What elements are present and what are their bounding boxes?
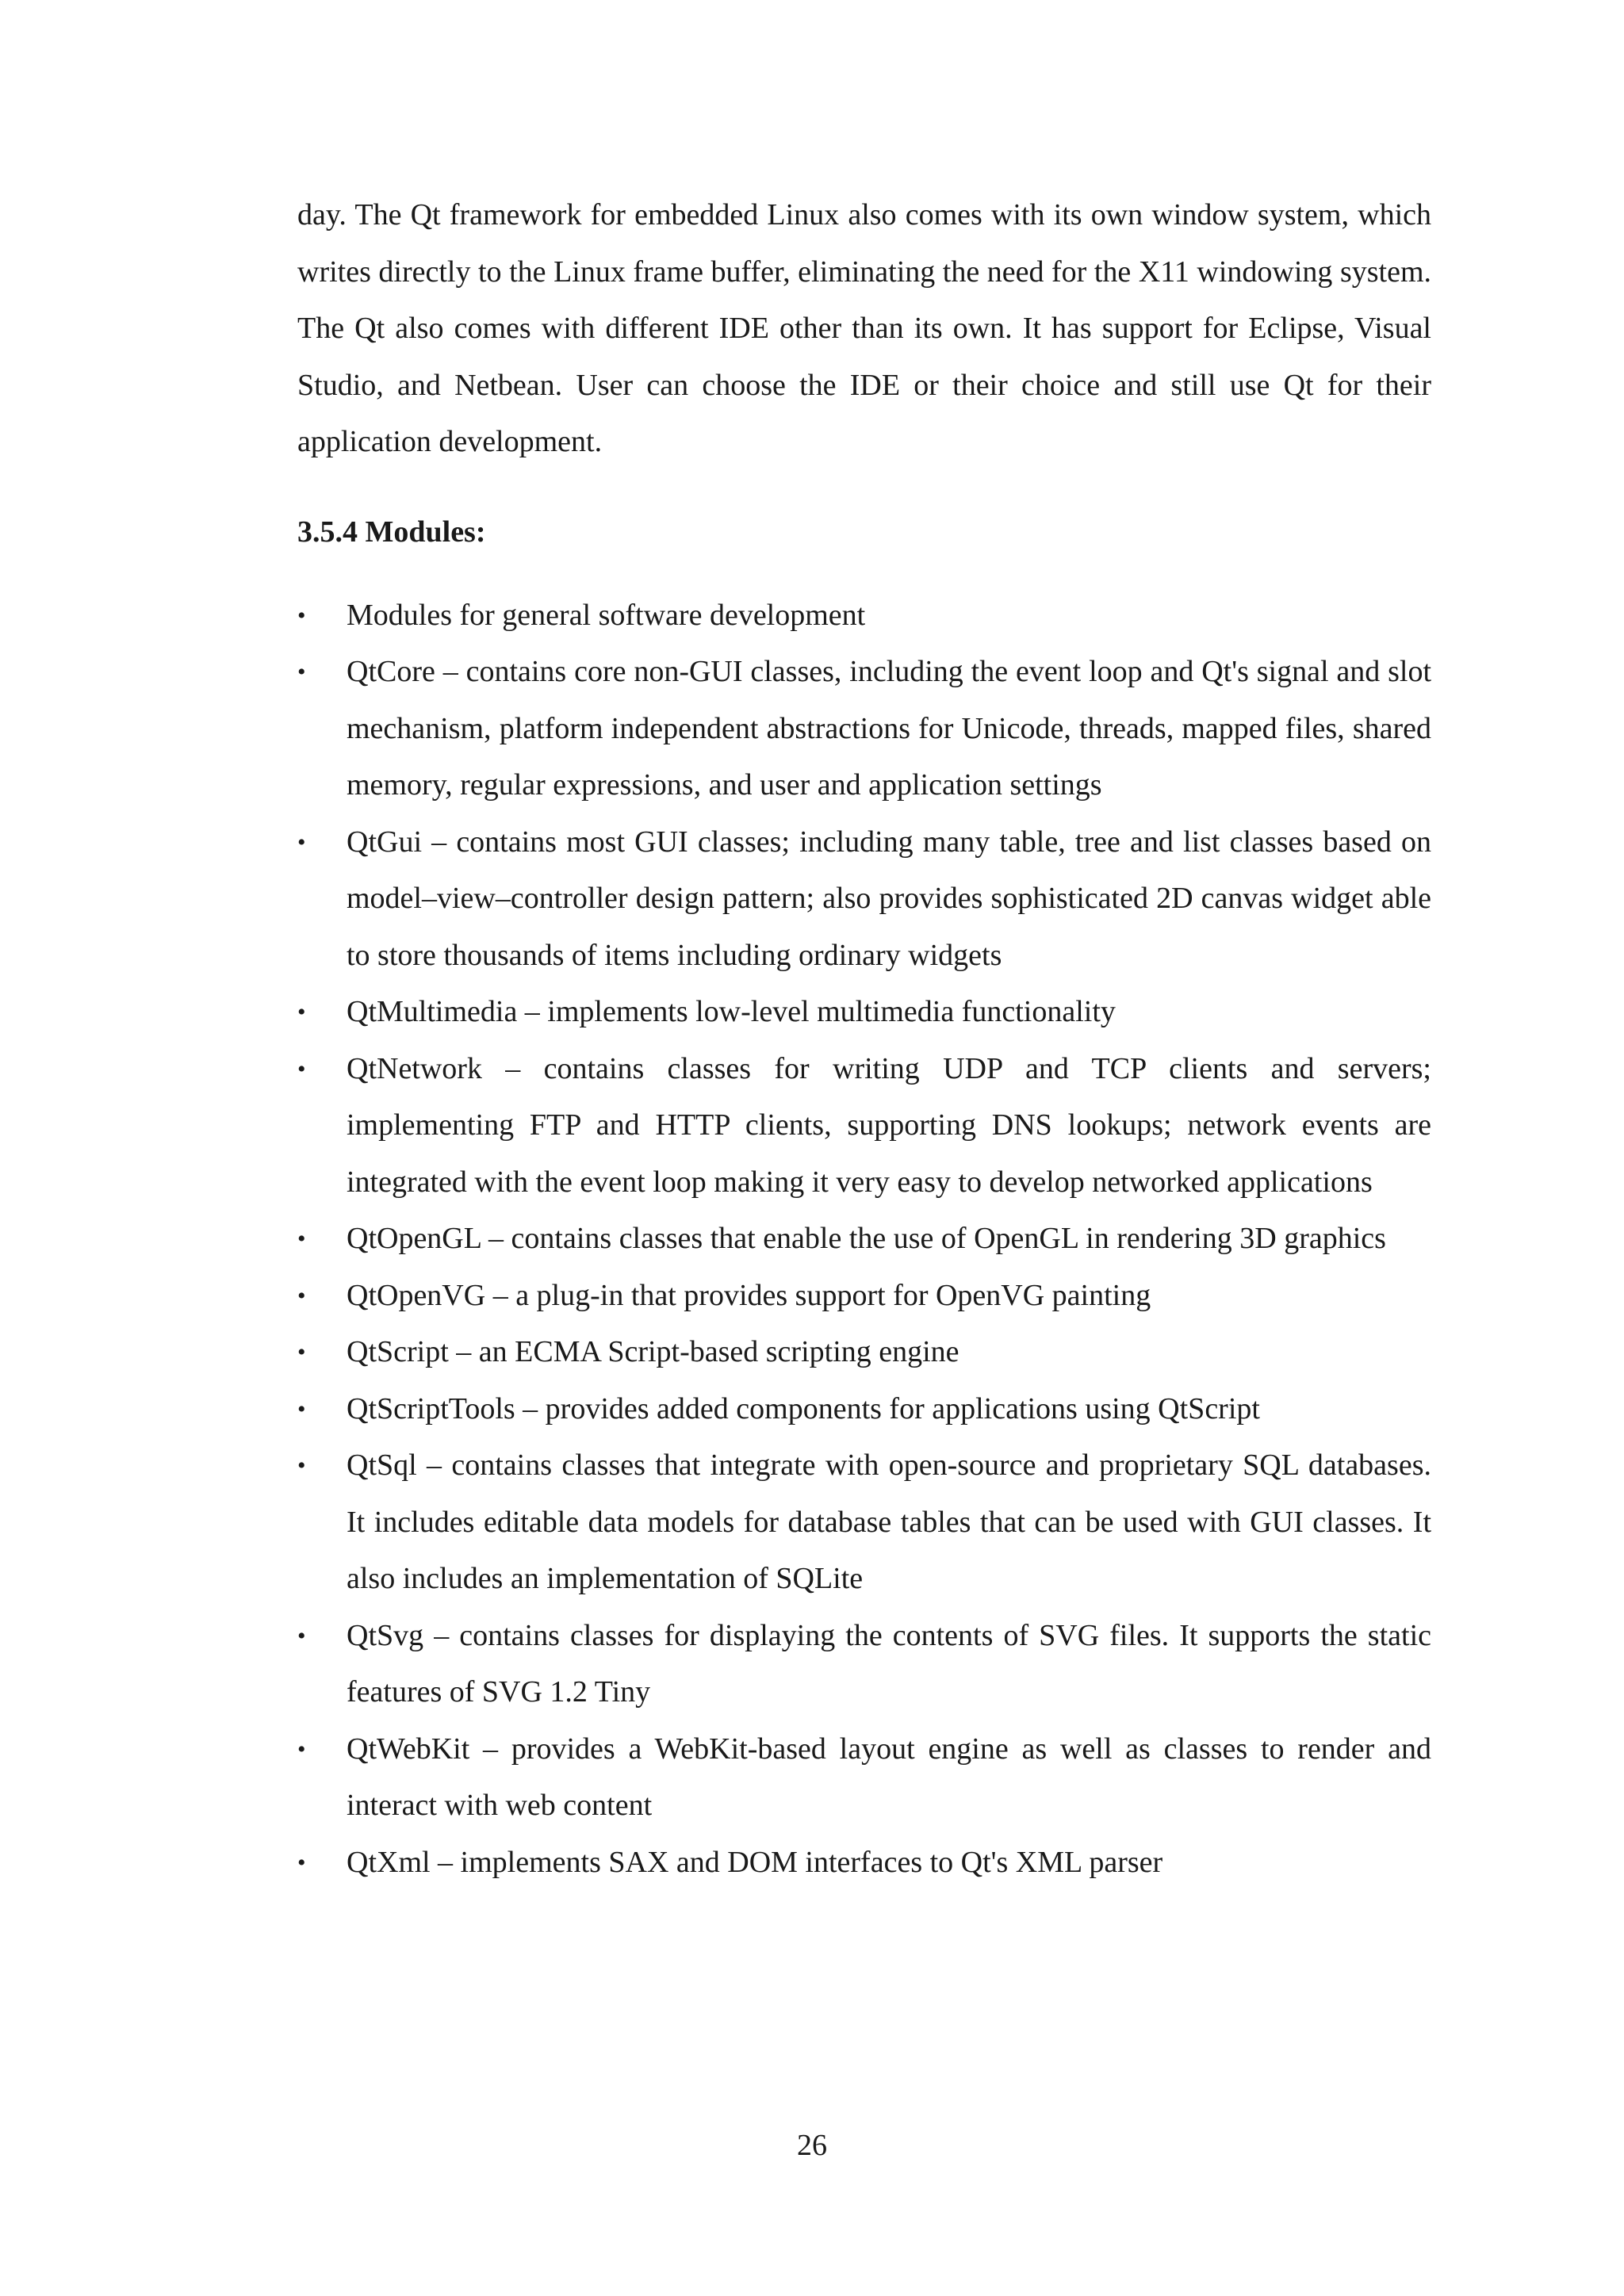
list-item [297, 1381, 1431, 1438]
bullet-icon: • [297, 1735, 306, 1762]
list-item [297, 1608, 1431, 1721]
list-item-text: QtSql – contains classes that integrate with open-source and proprietary SQL databases. It includes editable data models for database tables that can be used with GUI classes. It also includes an implementation of SQLite [347, 1448, 1431, 1595]
list-item-text: QtSvg – contains classes for displaying the contents of SVG files. It supports the static features of SVG 1.2 Tiny [347, 1618, 1431, 1709]
list-item-text: QtOpenVG – a plug-in that provides support for OpenVG painting [347, 1278, 1151, 1312]
list-item [297, 1721, 1431, 1835]
page-number: 26 [797, 2129, 827, 2162]
list-item [297, 1437, 1431, 1608]
list-item-text: QtCore – contains core non-GUI classes, including the event loop and Qt's signal and slot mechanism, platform independent abstractions for Unicode, threads, mapped files, shared memory, regular expressions, and user and application settings [347, 655, 1431, 802]
bullet-icon: • [297, 828, 306, 855]
bullet-icon: • [297, 1055, 306, 1082]
bullet-icon: • [297, 1339, 306, 1365]
list-item-text: QtScript – an ECMA Script-based scripting engine [347, 1335, 959, 1368]
bullet-icon: • [297, 1622, 306, 1649]
page-body [297, 187, 1431, 1891]
bullet-icon: • [297, 1226, 306, 1252]
list-item [297, 644, 1431, 814]
bullet-icon: • [297, 1282, 306, 1309]
list-item [297, 1324, 1431, 1381]
list-item [297, 984, 1431, 1041]
intro-paragraph: day. The Qt framework for embedded Linux also comes with its own window system, which writes directly to the Linux frame buffer, eliminating the need for the X11 windowing system. The Qt also comes with different IDE other than its own. It has support for Eclipse, Visual Studio, and Netbean. User can choose the IDE or their choice and still use Qt for their application development. [297, 198, 1431, 458]
list-item-text: QtMultimedia – implements low-level multimedia functionality [347, 995, 1116, 1028]
list-item [297, 1211, 1431, 1268]
list-item-text: QtOpenGL – contains classes that enable the use of OpenGL in rendering 3D graphics [347, 1222, 1386, 1255]
bullet-icon: • [297, 1395, 306, 1422]
bullet-icon: • [297, 1452, 306, 1479]
bullet-icon: • [297, 999, 306, 1025]
list-item-text: QtGui – contains most GUI classes; including many table, tree and list classes based on model–view–controller design pattern; also provides sophisticated 2D canvas widget able to store thousands of items including ordinary widgets [347, 825, 1431, 972]
list-item [297, 1041, 1431, 1211]
list-item-text: QtXml – implements SAX and DOM interfaces to Qt's XML parser [347, 1845, 1163, 1879]
list-item-text: QtScriptTools – provides added components for applications using QtScript [347, 1391, 1260, 1425]
list-item [297, 587, 1431, 645]
modules-list [297, 587, 1431, 1892]
list-item [297, 1268, 1431, 1325]
section-heading: 3.5.4 Modules: [297, 515, 486, 549]
list-item-text: Modules for general software development [347, 598, 866, 632]
list-item-text: QtWebKit – provides a WebKit-based layout engine as well as classes to render and interact with web content [347, 1732, 1431, 1822]
list-item-text: QtNetwork – contains classes for writing UDP and TCP clients and servers; implementing FTP and HTTP clients, supporting DNS lookups; network events are integrated with the event loop making it very easy to develop networked applications [347, 1051, 1431, 1199]
bullet-icon: • [297, 1849, 306, 1876]
bullet-icon: • [297, 602, 306, 629]
bullet-icon: • [297, 659, 306, 685]
list-item [297, 814, 1431, 985]
list-item [297, 1835, 1431, 1892]
